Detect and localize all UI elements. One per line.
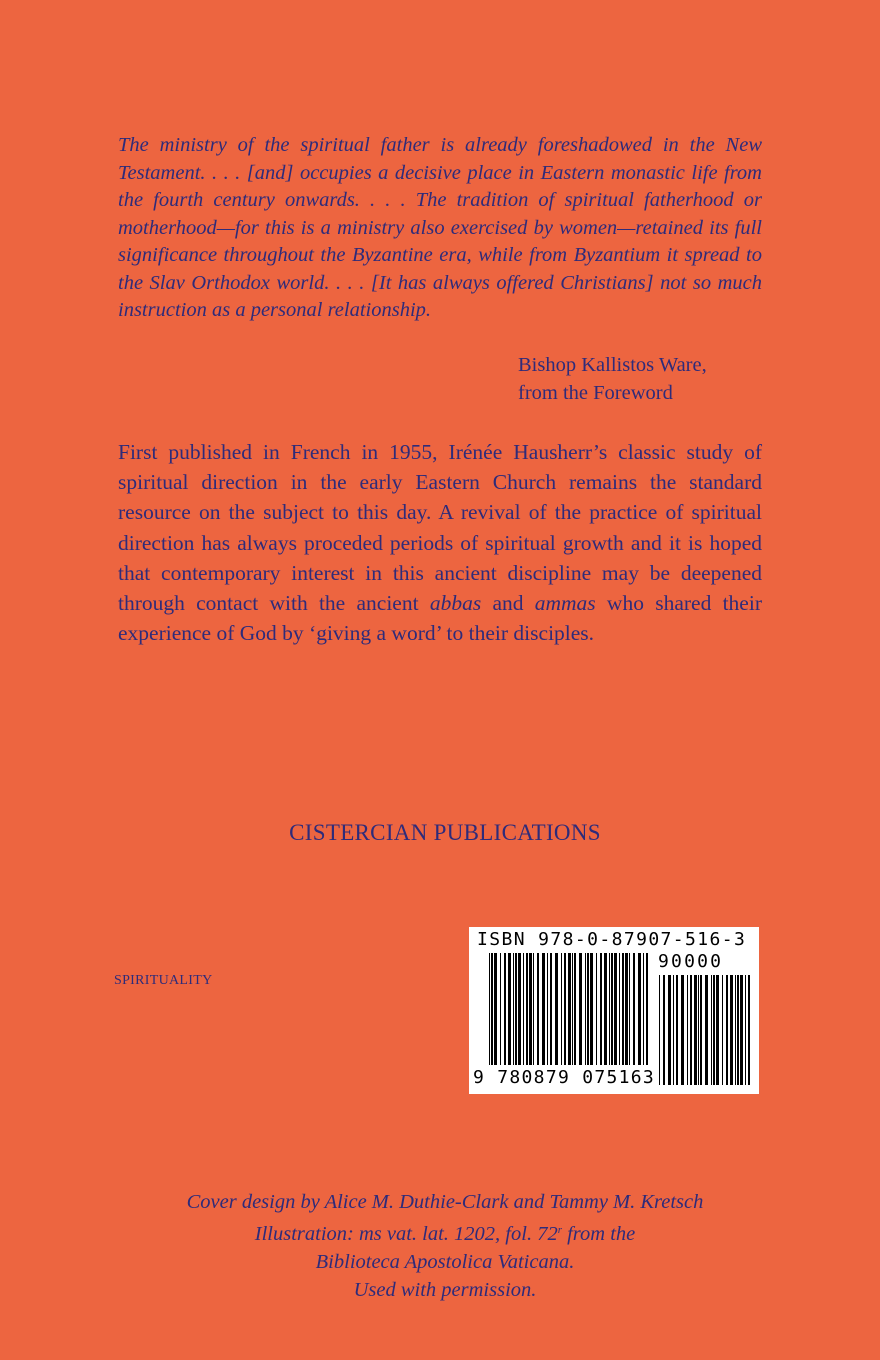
barcode-bar xyxy=(705,975,708,1085)
barcode-bar xyxy=(518,953,521,1065)
barcode-bar xyxy=(722,975,723,1085)
barcode-addon-digits: 90000 xyxy=(658,951,724,972)
barcode-bar xyxy=(711,975,712,1085)
barcode-bar xyxy=(561,953,562,1065)
barcode-bar xyxy=(604,953,607,1065)
barcode-bar xyxy=(713,975,715,1085)
barcode-bar xyxy=(579,953,582,1065)
barcode-bar xyxy=(700,975,702,1085)
credit-permission: Used with permission. xyxy=(353,1279,537,1301)
barcode-bar xyxy=(673,975,674,1085)
barcode-bar xyxy=(748,975,750,1085)
barcode-bar xyxy=(491,953,493,1065)
barcode-bar xyxy=(508,953,511,1065)
barcode-bar xyxy=(745,975,746,1085)
description-abbas: abbas xyxy=(429,591,482,616)
barcode-bar xyxy=(614,953,617,1065)
barcode-bar xyxy=(523,953,524,1065)
barcode-bar xyxy=(625,953,628,1065)
barcode-bar xyxy=(568,953,571,1065)
barcode-bar xyxy=(572,953,573,1065)
barcode-bar xyxy=(638,953,641,1065)
isbn-barcode xyxy=(469,927,759,1094)
barcode-bar xyxy=(643,953,644,1065)
barcode-bar xyxy=(676,975,678,1085)
description-paragraph xyxy=(118,437,762,648)
barcode-bar xyxy=(609,953,610,1065)
barcode-bar xyxy=(659,975,660,1085)
barcode-bar xyxy=(533,953,534,1065)
barcode-bar xyxy=(687,975,688,1085)
description-and: and xyxy=(481,591,535,616)
credit-library: Biblioteca Apostolica Vaticana. xyxy=(315,1251,575,1273)
barcode-bar xyxy=(681,975,684,1085)
barcode-bar xyxy=(494,953,497,1065)
description-part1: First published in French in 1955, Irénée Hausherr’s classic study of spiritual direction in the early Eastern Church remains the standard resource on the subject to this day. A revival of the practice of spiritual direction has always proceded periods of spiritual growth and it is hoped that contemporary interest in this ancient discipline may be deepened through contact with the ancient xyxy=(118,440,762,616)
barcode-bar xyxy=(646,953,648,1065)
book-description xyxy=(118,437,762,648)
barcode-bar xyxy=(726,975,728,1085)
barcode-bar xyxy=(585,953,586,1065)
barcode-bar xyxy=(500,953,501,1065)
barcode-bar xyxy=(611,953,613,1065)
barcode-bar xyxy=(716,975,719,1085)
category-label: SPIRITUALITY xyxy=(114,973,213,988)
barcode-ean-digits: 9 780879 075163 xyxy=(473,1067,656,1088)
barcode-bar xyxy=(504,953,506,1065)
barcode-bar xyxy=(690,975,692,1085)
credit-illustration: Illustration: ms vat. lat. 1202, fol. 72$^r$ from the xyxy=(254,1223,636,1245)
barcode-bar xyxy=(737,975,739,1085)
barcode-bar xyxy=(600,953,602,1065)
barcode-bar xyxy=(740,975,743,1085)
barcode-bar xyxy=(526,953,528,1065)
barcode-bar xyxy=(730,975,733,1085)
barcode-bar xyxy=(694,975,697,1085)
credit-design: Cover design by Alice M. Duthie-Clark and Tammy M. Kretsch xyxy=(186,1191,704,1213)
foreword-quote xyxy=(118,132,762,325)
attribution-source: from the Foreword xyxy=(518,381,673,404)
barcode-bar xyxy=(663,975,665,1085)
barcode-bar xyxy=(542,953,545,1065)
barcode-bar xyxy=(529,953,532,1065)
barcode-bar xyxy=(590,953,593,1065)
description-ammas: ammas xyxy=(534,591,596,616)
barcode-bar xyxy=(574,953,576,1065)
barcode-bar xyxy=(698,975,699,1085)
barcode-bar xyxy=(633,953,635,1065)
quote-attribution xyxy=(518,352,707,407)
quote-text: The ministry of the spiritual father is already foreshadowed in the New Testament. . . . [and] occupies a decisive place in Eastern monastic life from the fourth century onwards. . . . The tradition of spiritual fatherhood or motherhood—for this is a ministry also exercised by women—retained its full significance throughout the Byzantine era, while from Byzantium it spread to the Slav Orthodox world. . . . [It has always offered Christians] not so much instruction as a personal relationship. xyxy=(118,134,762,321)
barcode-bar xyxy=(547,953,548,1065)
barcode-bar xyxy=(489,953,490,1065)
barcode-bar xyxy=(550,953,552,1065)
barcode-bar xyxy=(555,953,558,1065)
description-part2: who shared their experience of God by ‘giving a word’ to their disciples. xyxy=(118,591,762,646)
barcode-bar xyxy=(564,953,566,1065)
publisher-name: CISTERCIAN PUBLICATIONS xyxy=(289,820,601,845)
barcode-bar xyxy=(515,953,517,1065)
barcode-bar xyxy=(668,975,671,1085)
barcode-bar xyxy=(596,953,597,1065)
barcode-bar xyxy=(619,953,620,1065)
barcode-bar xyxy=(513,953,514,1065)
barcode-bar xyxy=(587,953,589,1065)
barcode-bar xyxy=(629,953,630,1065)
barcode-bar xyxy=(622,953,624,1065)
barcode-bar xyxy=(537,953,539,1065)
cover-credits xyxy=(0,1188,880,1304)
attribution-name: Bishop Kallistos Ware, xyxy=(518,354,707,376)
barcode-bar xyxy=(735,975,736,1085)
isbn-label: ISBN 978-0-87907-516-3 xyxy=(477,929,747,950)
